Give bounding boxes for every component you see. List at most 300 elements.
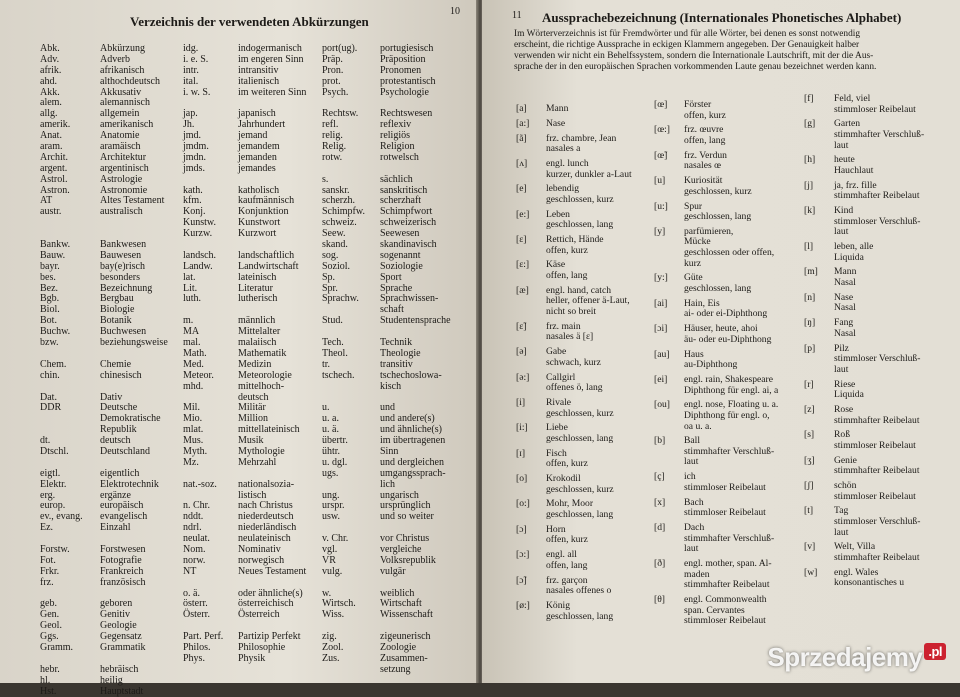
phonetic-entry (516, 322, 658, 343)
abbreviation: Archit. (40, 151, 69, 163)
phonetic-symbol: [ø:] (516, 599, 530, 611)
abbreviation-meaning (100, 218, 168, 229)
description-line: frz. chambre, Jean (546, 132, 617, 144)
description-line: frz. garçon (546, 574, 588, 586)
description-line: Roß (834, 429, 850, 441)
phonetic-entry (654, 299, 806, 320)
abbreviation-meaning: vor Christus (380, 533, 430, 545)
phonetic-description (834, 293, 954, 314)
abbreviation: Theol. (322, 347, 348, 359)
phonetic-description (546, 601, 658, 622)
abbreviation: Jh. (183, 119, 195, 131)
abbreviation-meaning: Anatomie (100, 130, 140, 142)
abbreviation-meaning: protestantisch (380, 75, 436, 87)
abbreviation-meaning: portugiesisch (380, 43, 434, 54)
abbreviation: Meteor. (183, 369, 214, 381)
description-line: offen, kurz (546, 244, 588, 256)
abbreviation-meaning: jemand (238, 130, 268, 142)
description-line: nasales œ (684, 160, 722, 172)
abbreviation-meaning: Gegensatz (100, 631, 142, 643)
phonetic-entry (516, 474, 658, 495)
phonetic-description (834, 568, 954, 589)
description-line: frz. Verdun (684, 149, 727, 161)
abbreviation-meaning: malaiisch (238, 337, 277, 349)
col2-meanings (238, 44, 306, 665)
abbreviation: MA (183, 326, 200, 338)
col1-abbreviations (40, 44, 83, 697)
abbreviation: VR (322, 554, 336, 566)
col2-abbreviations (183, 44, 223, 665)
phonetic-description (684, 350, 806, 371)
abbreviation-meaning: amerikanisch (100, 119, 154, 131)
phonetic-entry (804, 155, 954, 176)
phonetic-description (546, 525, 658, 546)
description-line: laut (684, 456, 699, 468)
abbreviation (322, 382, 365, 393)
abbreviation-meaning: religiös (380, 130, 410, 142)
phonetic-description (546, 373, 658, 394)
abbreviation-meaning: Bankwesen (100, 239, 147, 251)
description-line: geschlossen, kurz (546, 483, 614, 495)
abbreviation: vulg. (322, 565, 343, 577)
description-line: Krokodil (546, 473, 581, 485)
description-line: geschlossen, kurz (546, 193, 614, 205)
abbreviation: kath. (183, 184, 203, 196)
phonetic-symbol: [ɛ] (516, 234, 527, 246)
abbreviation: bes. (40, 271, 56, 283)
phonetic-description (546, 134, 658, 155)
description-line: maden (684, 568, 710, 580)
description-line: engl. Commonwealth (684, 593, 767, 605)
description-line: Leben (546, 208, 570, 220)
abbreviation-meaning: Pronomen (380, 64, 422, 76)
phonetic-column-1 (516, 104, 658, 626)
abbreviation-meaning: oder ähnliche(s) (238, 587, 303, 599)
abbreviation-meaning: weiblich (380, 587, 415, 599)
abbreviation: Part. Perf. (183, 631, 224, 643)
abbreviation-meaning: im engeren Sinn (238, 53, 304, 65)
phonetic-description (834, 267, 954, 288)
phonetic-description (834, 506, 954, 538)
abbreviation-meaning: chinesisch (100, 369, 142, 381)
abbreviation: Gen. (40, 609, 60, 621)
abbreviation: Dtschl. (40, 445, 69, 457)
description-line: nasales a (546, 143, 581, 155)
description-line: Diphthong für engl. ai, a (684, 384, 779, 396)
description-line: Feld, viel (834, 93, 871, 104)
abbreviation-meaning: scherzhaft (380, 195, 422, 207)
abbreviation: u. a. (322, 413, 339, 425)
abbreviation: Schimpfw. (322, 206, 365, 218)
abbreviation-meaning: Dativ (100, 391, 123, 403)
abbreviation: Biol. (40, 304, 60, 316)
abbreviation-meaning: Bergbau (100, 293, 134, 305)
abbreviation-meaning: jemanden (238, 151, 277, 163)
abbreviation: Präp. (322, 53, 343, 65)
abbreviation: Pron. (322, 64, 344, 76)
description-line: geschlossen, lang (546, 610, 614, 622)
description-line: äu- oder eu-Diphthong (684, 333, 772, 345)
phonetic-symbol: [ai] (654, 297, 668, 309)
phonetic-symbol: [d] (654, 522, 666, 533)
phonetic-symbol: [i:] (516, 422, 528, 434)
phonetic-entry (516, 398, 658, 419)
abbreviation-meaning: Landwirtschaft (238, 260, 299, 272)
phonetic-entry (804, 181, 954, 202)
abbreviation-meaning: Neues Testament (238, 565, 307, 577)
abbreviation: amerik. (40, 119, 71, 131)
phonetic-symbol: [œ] (654, 99, 668, 110)
intro-line: verwenden wir nicht ein Behelfssystem, sondern die Internationale Lautschrift, mit der die Aus- (514, 51, 874, 61)
abbreviation: mhd. (183, 380, 204, 392)
abbreviation: v. Chr. (322, 533, 349, 545)
abbreviation: Forstw. (40, 543, 70, 555)
phonetic-entry (516, 134, 658, 155)
abbreviation-meaning: tschechoslowa- (380, 369, 442, 381)
phonetic-description (684, 273, 806, 294)
phonetic-column-2 (654, 100, 806, 631)
phonetic-entry (516, 260, 658, 281)
description-line: leben, alle (834, 241, 874, 253)
phonetic-description (834, 119, 954, 151)
description-line: Häuser, heute, ahoi (684, 323, 758, 335)
phonetic-entry (654, 227, 806, 269)
description-line: frz. œuvre (684, 124, 724, 136)
phonetic-description (834, 344, 954, 376)
abbreviation: intr. (183, 64, 199, 76)
phonetic-symbol: [m] (804, 266, 818, 278)
abbreviation-meaning: Medizin (238, 358, 272, 370)
phonetic-description (834, 242, 954, 263)
abbreviation-meaning: Geologie (100, 620, 137, 632)
phonetic-entry (654, 202, 806, 223)
abbreviation-meaning: bay(e)risch (100, 260, 145, 272)
abbreviation-meaning (238, 469, 306, 480)
phonetic-symbol: [ɔ̃] (516, 574, 527, 586)
watermark-logo (767, 642, 946, 673)
phonetic-description (834, 481, 954, 502)
phonetic-description (546, 322, 658, 343)
abbreviation: ahd. (40, 75, 57, 87)
phonetic-description (546, 119, 658, 130)
phonetic-symbol: [n] (804, 291, 816, 303)
abbreviation-meaning: Volksrepublik (380, 554, 436, 566)
abbreviation-meaning: Demokratische (100, 413, 161, 425)
abbreviation-meaning: Altes Testament (100, 195, 165, 207)
description-line: laut (834, 226, 849, 238)
phonetic-symbol: [h] (804, 154, 816, 166)
intro-line: sprache der in den europäischen Sprachen vorkommenden Laute genau bezeichnet werden kann. (514, 62, 877, 72)
abbreviation-meaning: jemandes (238, 162, 276, 174)
phonetic-symbol: [θ] (654, 593, 665, 605)
description-line: stimmloser Reibelaut (684, 615, 766, 627)
description-line: parfümieren, (684, 225, 734, 237)
abbreviation: Hst. (40, 685, 57, 697)
abbreviation: tschech. (322, 369, 355, 381)
abbreviation-meaning: Literatur (238, 282, 273, 294)
phonetic-entry (516, 235, 658, 256)
phonetic-description (546, 260, 658, 281)
phonetic-entry (516, 499, 658, 520)
abbreviation-meaning: Studentensprache (380, 315, 451, 327)
description-line: laut (834, 526, 849, 538)
phonetic-entry (804, 430, 954, 451)
description-line: laut (834, 139, 849, 151)
abbreviation-meaning: aramäisch (100, 141, 141, 153)
abbreviation: bzw. (40, 337, 59, 349)
description-line: geschlossen, lang (684, 283, 752, 295)
abbreviation-meaning: Hauptstadt (100, 685, 144, 697)
description-line: schwach, kurz (546, 356, 601, 368)
phonetic-entry (516, 576, 658, 597)
description-line: stimmhafter Reibelaut (834, 190, 920, 202)
abbreviation-meaning: nationalsozia- (238, 478, 295, 490)
phonetic-symbol: [æ] (516, 284, 529, 296)
description-line: heller, offener ä-Laut, (546, 295, 630, 307)
phonetic-entry (804, 242, 954, 263)
phonetic-description (684, 436, 806, 468)
phonetic-entry (516, 159, 658, 180)
abbreviation-meaning: Mathematik (238, 347, 287, 359)
abbreviation-meaning: deutsch (238, 391, 269, 403)
phonetic-description (834, 155, 954, 176)
abbreviation (322, 164, 365, 175)
abbreviation: Ggs. (40, 631, 59, 643)
abbreviation-meaning: sanskritisch (380, 184, 428, 196)
phonetic-entry (654, 595, 806, 627)
abbreviation-meaning: Seewesen (380, 228, 420, 240)
abbreviation-meaning: althochdeutsch (100, 75, 160, 87)
description-line: ja, frz. fille (834, 179, 877, 191)
abbreviation-meaning: Österreich (238, 609, 280, 621)
description-line: Dach (684, 522, 705, 533)
description-line: Hauchlaut (834, 164, 874, 176)
abbreviation-meaning: Architektur (100, 151, 147, 163)
phonetic-symbol: [ŋ] (804, 317, 816, 329)
abbreviation: Wiss. (322, 609, 345, 621)
description-line: konsonantisches u (834, 577, 905, 589)
abbreviation: Chem. (40, 358, 67, 370)
abbreviation-meaning: Meteorologie (238, 369, 292, 381)
col1-meanings (100, 44, 168, 697)
abbreviation-meaning: japanisch (238, 108, 276, 120)
abbreviation: Gramm. (40, 641, 74, 653)
abbreviation: Bez. (40, 282, 59, 294)
abbreviation-meaning: Astrologie (100, 173, 143, 185)
phonetic-description (684, 523, 806, 555)
abbreviation: DDR (40, 402, 62, 414)
abbreviation-meaning: Forstwesen (100, 543, 146, 555)
phonetic-description (684, 324, 806, 345)
phonetic-description (546, 184, 658, 205)
abbreviation-meaning: Nominativ (238, 543, 281, 555)
abbreviation-meaning: lateinisch (238, 271, 277, 283)
phonetic-entry (516, 423, 658, 444)
description-line: Pilz (834, 342, 849, 354)
abbreviation: sanskr. (322, 184, 350, 196)
abbreviation: o. ä. (183, 587, 200, 599)
abbreviation: dt. (40, 435, 51, 447)
phonetic-symbol: [ɔ] (516, 523, 527, 535)
abbreviation: Frkr. (40, 565, 60, 577)
abbreviation: Anat. (40, 130, 62, 142)
description-line: Rose (834, 403, 854, 415)
phonetic-description (834, 206, 954, 238)
description-line: geschlossen, lang (684, 211, 752, 223)
description-line: geschlossen oder offen, (684, 247, 775, 259)
abbreviation: Kurzw. (183, 228, 213, 240)
abbreviation-meaning: Genitiv (100, 609, 130, 621)
phonetic-entry (804, 506, 954, 538)
description-line: Rettich, Hände (546, 234, 604, 246)
description-line: offen, kurz (546, 458, 588, 470)
abbreviation-meaning: Schimpfwort (380, 206, 433, 218)
abbreviation: Sprachw. (322, 293, 359, 305)
description-line: stimmhafter Reibelaut (834, 465, 920, 477)
abbreviation: argent. (40, 162, 68, 174)
watermark-text: Sprzedajemy (767, 642, 923, 672)
phonetic-symbol: [ð] (654, 557, 666, 569)
description-line: Nasal (834, 327, 856, 339)
phonetic-symbol: [ə:] (516, 371, 530, 383)
phonetic-entry (804, 267, 954, 288)
description-line: stimmloser Reibelaut (834, 439, 916, 451)
abbreviation: ung. (322, 489, 340, 501)
abbreviation: Stud. (322, 315, 343, 327)
abbreviation: relig. (322, 130, 343, 142)
phonetic-description (684, 400, 806, 432)
phonetic-entry (804, 119, 954, 151)
phonetic-symbol: [x] (654, 496, 666, 508)
abbreviation-meaning: deutsch (100, 435, 131, 447)
abbreviation: aram. (40, 141, 63, 153)
abbreviation: Sp. (322, 271, 336, 283)
abbreviation: Tech. (322, 337, 344, 349)
abbreviation-meaning: ursprünglich (380, 500, 431, 512)
phonetic-description (684, 375, 806, 396)
abbreviation: vgl. (322, 543, 338, 555)
phonetic-description (546, 159, 658, 180)
phonetic-symbol: [ʒ] (804, 454, 815, 466)
abbreviation-meaning: Mehrzahl (238, 456, 277, 468)
phonetic-description (546, 449, 658, 470)
abbreviation: nat.-soz. (183, 478, 217, 490)
abbreviation-meaning: sogenannt (380, 249, 421, 261)
phonetic-symbol: [ɔi] (654, 323, 668, 335)
phonetic-description (684, 299, 806, 320)
phonetic-symbol: [r] (804, 378, 814, 390)
abbreviation-meaning: Bezeichnung (100, 282, 153, 294)
abbreviation-meaning: Partizip Perfekt (238, 631, 301, 643)
abbreviation-meaning: Philosophie (238, 641, 286, 653)
abbreviation-meaning: Deutsche (100, 402, 138, 414)
phonetic-symbol: [ʃ] (804, 480, 814, 492)
abbreviation-meaning: Abkürzung (100, 43, 145, 54)
abbreviation: Astrol. (40, 173, 68, 185)
abbreviation: Bot. (40, 315, 57, 327)
abbreviation: kfm. (183, 195, 202, 207)
abbreviation-meaning: indogermanisch (238, 43, 302, 54)
description-line: stimmloser Reibelaut (834, 103, 916, 115)
phonetic-symbol: [y] (654, 225, 666, 237)
description-line: Fang (834, 317, 854, 329)
description-line: Horn (546, 523, 566, 535)
description-line: oa u. a. (684, 420, 712, 432)
abbreviation: schweiz. (322, 217, 357, 229)
description-line: stimmloser Verschluß- (834, 215, 921, 227)
phonetic-entry (516, 210, 658, 231)
description-line: Liquida (834, 251, 864, 263)
abbreviation-meaning: Deutschland (100, 445, 150, 457)
abbreviation: zig. (322, 631, 337, 643)
intro-paragraph (514, 29, 949, 73)
abbreviation-meaning: sächlich (380, 173, 413, 185)
abbreviation-meaning: Botanik (100, 315, 132, 327)
phonetic-symbol: [œ̃] (654, 149, 668, 161)
phonetic-symbol: [ɔ:] (516, 549, 530, 561)
phonetic-symbol: [l] (804, 241, 814, 253)
abbreviation-meaning: europäisch (100, 500, 144, 512)
abbreviation: ugs. (322, 467, 339, 479)
description-line: Spur (684, 200, 703, 212)
phonetic-entry (654, 273, 806, 294)
abbreviation: chin. (40, 369, 60, 381)
abbreviation-meaning: intransitiv (238, 64, 279, 76)
phonetic-description (684, 595, 806, 627)
abbreviation: Abk. (40, 43, 60, 54)
abbreviation: tr. (322, 358, 331, 370)
phonetic-symbol: [ɛ̃] (516, 320, 527, 332)
abbreviation-meaning: Chemie (100, 358, 132, 370)
phonetic-description (834, 456, 954, 477)
phonetic-entry (516, 104, 658, 115)
description-line: Kind (834, 205, 854, 217)
description-line: offen, lang (684, 134, 726, 146)
abbreviation: jmdn. (183, 151, 207, 163)
phonetic-symbol: [f] (804, 93, 814, 104)
phonetic-entry (654, 523, 806, 555)
abbreviation: österr. (183, 598, 208, 610)
abbreviation: frz. (40, 576, 54, 588)
description-line: Güte (684, 272, 703, 284)
abbreviation: usw. (322, 511, 340, 523)
abbreviation (183, 175, 223, 186)
abbreviation-meaning: Religion (380, 141, 415, 153)
phonetic-description (834, 380, 954, 401)
abbreviation: i. e. S. (183, 53, 209, 65)
phonetic-column-3 (804, 94, 954, 593)
abbreviation-meaning: Sprachwissen- (380, 293, 439, 305)
phonetic-symbol: [y:] (654, 272, 668, 284)
phonetic-description (834, 94, 954, 115)
description-line: Nase (834, 291, 854, 303)
description-line: Tag (834, 505, 849, 517)
abbreviation: Zus. (322, 652, 340, 664)
abbreviation: Mz. (183, 456, 199, 468)
description-line: span. Cervantes (684, 604, 745, 616)
abbreviation-meaning: Frankreich (100, 565, 144, 577)
abbreviation-meaning: Zusammen- (380, 652, 428, 664)
abbreviation-meaning: im weiteren Sinn (238, 86, 307, 98)
description-line: Welt, Villa (834, 541, 876, 553)
phonetic-description (684, 125, 806, 146)
abbreviation: landsch. (183, 249, 217, 261)
abbreviation (322, 480, 365, 491)
abbreviation-meaning: Mittelalter (238, 326, 281, 338)
abbreviation-meaning: umgangssprach- (380, 467, 446, 479)
phonetic-description (546, 550, 658, 571)
phonetic-symbol: [ə] (516, 346, 527, 358)
